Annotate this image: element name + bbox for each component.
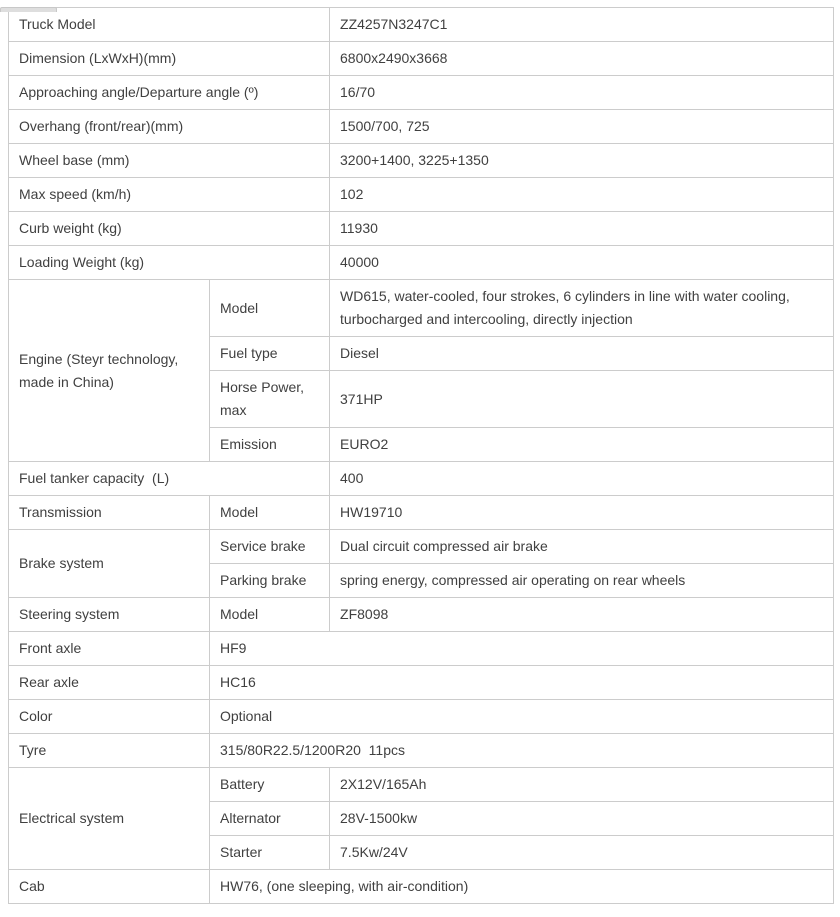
spec-label: Fuel tanker capacity (L): [9, 462, 330, 496]
spec-label: Transmission: [9, 496, 210, 530]
truck-spec-table: [8, 7, 834, 904]
spec-label: Color: [9, 700, 210, 734]
spec-label: Front axle: [9, 632, 210, 666]
row-max-speed: [9, 178, 834, 212]
spec-label: Tyre: [9, 734, 210, 768]
spec-label: Max speed (km/h): [9, 178, 330, 212]
spec-sub-label: Service brake: [210, 530, 330, 564]
row-dimension: [9, 42, 834, 76]
row-transmission: [9, 496, 834, 530]
spec-sub-label: Model: [210, 598, 330, 632]
row-tyre: [9, 734, 834, 768]
row-color: [9, 700, 834, 734]
spec-value: HW19710: [330, 496, 834, 530]
spec-label: Overhang (front/rear)(mm): [9, 110, 330, 144]
spec-value: HC16: [210, 666, 834, 700]
spec-value: 2X12V/165Ah: [330, 768, 834, 802]
spec-label: Truck Model: [9, 8, 330, 42]
spec-group-label: Engine (Steyr technology, made in China): [9, 280, 210, 462]
partial-tab-fragment: [0, 7, 57, 12]
spec-label: Rear axle: [9, 666, 210, 700]
spec-value: HF9: [210, 632, 834, 666]
spec-value: 11930: [330, 212, 834, 246]
row-curb-weight: [9, 212, 834, 246]
spec-value: EURO2: [330, 428, 834, 462]
spec-value: 315/80R22.5/1200R20 11pcs: [210, 734, 834, 768]
spec-sub-label: Model: [210, 496, 330, 530]
spec-value: ZF8098: [330, 598, 834, 632]
spec-value: spring energy, compressed air operating on rear wheels: [330, 564, 834, 598]
spec-value: 102: [330, 178, 834, 212]
spec-sub-label: Model: [210, 280, 330, 337]
row-truck-model: [9, 8, 834, 42]
spec-value: 16/70: [330, 76, 834, 110]
spec-value: ZZ4257N3247C1: [330, 8, 834, 42]
row-angles: [9, 76, 834, 110]
spec-group-label: Brake system: [9, 530, 210, 598]
spec-sub-label: Battery: [210, 768, 330, 802]
spec-value: WD615, water-cooled, four strokes, 6 cylinders in line with water cooling, turbocharged and intercooling, directly injection: [330, 280, 834, 337]
spec-value: Dual circuit compressed air brake: [330, 530, 834, 564]
spec-value: 28V-1500kw: [330, 802, 834, 836]
spec-value: 6800x2490x3668: [330, 42, 834, 76]
row-rear-axle: [9, 666, 834, 700]
spec-label: Curb weight (kg): [9, 212, 330, 246]
row-overhang: [9, 110, 834, 144]
row-steering: [9, 598, 834, 632]
spec-label: Steering system: [9, 598, 210, 632]
row-wheel-base: [9, 144, 834, 178]
row-loading-weight: [9, 246, 834, 280]
spec-label: Approaching angle/Departure angle (º): [9, 76, 330, 110]
spec-value: 7.5Kw/24V: [330, 836, 834, 870]
spec-group-label: Electrical system: [9, 768, 210, 870]
spec-value: Diesel: [330, 337, 834, 371]
spec-sub-label: Emission: [210, 428, 330, 462]
spec-sub-label: Alternator: [210, 802, 330, 836]
row-engine-model: [9, 280, 834, 337]
spec-value: HW76, (one sleeping, with air-condition): [210, 870, 834, 904]
spec-value: 1500/700, 725: [330, 110, 834, 144]
row-fuel-tanker: [9, 462, 834, 496]
spec-value: 3200+1400, 3225+1350: [330, 144, 834, 178]
row-service-brake: [9, 530, 834, 564]
spec-value: 40000: [330, 246, 834, 280]
spec-value: Optional: [210, 700, 834, 734]
spec-label: Wheel base (mm): [9, 144, 330, 178]
spec-value: 400: [330, 462, 834, 496]
row-front-axle: [9, 632, 834, 666]
spec-value: 371HP: [330, 371, 834, 428]
row-battery: [9, 768, 834, 802]
spec-sub-label: Parking brake: [210, 564, 330, 598]
spec-label: Dimension (LxWxH)(mm): [9, 42, 330, 76]
spec-label: Loading Weight (kg): [9, 246, 330, 280]
spec-sub-label: Starter: [210, 836, 330, 870]
spec-sub-label: Fuel type: [210, 337, 330, 371]
spec-sub-label: Horse Power, max: [210, 371, 330, 428]
row-cab: [9, 870, 834, 904]
spec-label: Cab: [9, 870, 210, 904]
